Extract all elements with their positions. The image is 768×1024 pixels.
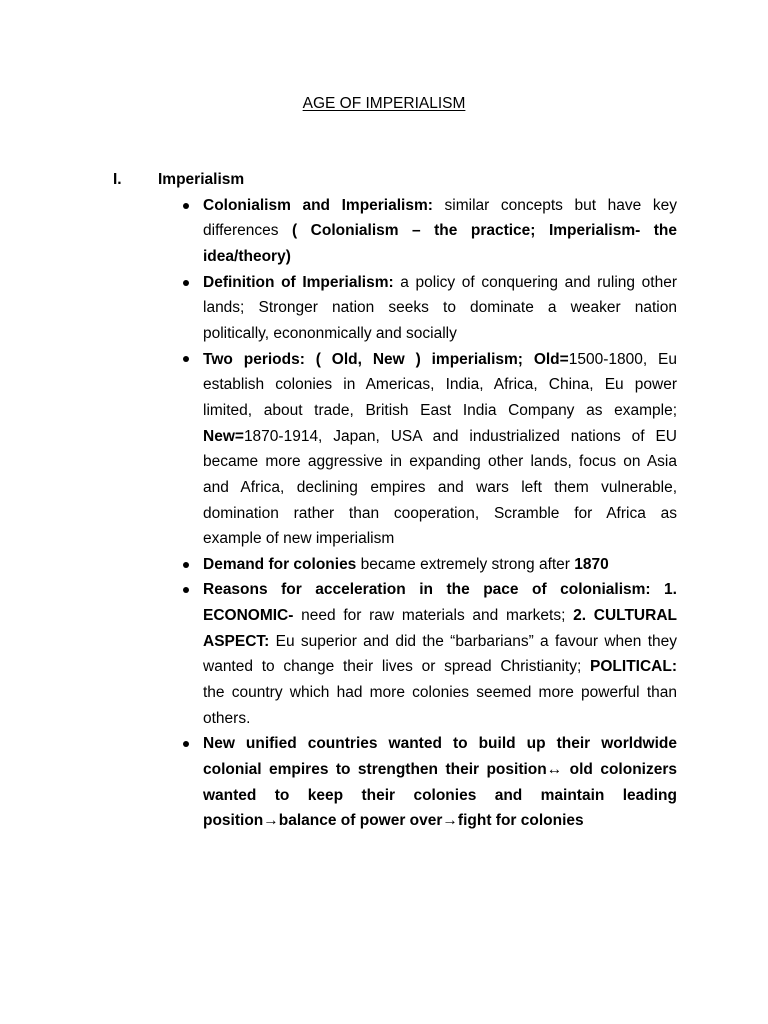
bullet-line bbox=[203, 783, 677, 809]
bullet-item bbox=[203, 270, 677, 347]
bullet-line bbox=[203, 680, 677, 706]
bullet-line bbox=[203, 449, 677, 475]
bullet-line bbox=[203, 372, 677, 398]
bullet-item bbox=[203, 193, 677, 270]
bullet-line bbox=[203, 526, 677, 552]
bullet-item bbox=[203, 731, 677, 834]
bullet-line bbox=[203, 577, 677, 603]
body-text: lands; Stronger nation seeks to dominate a weaker nation bbox=[203, 299, 677, 317]
bullet-line bbox=[203, 757, 677, 783]
bold-text: wanted to keep their colonies and maintain leading bbox=[203, 786, 677, 804]
body-text: a policy of conquering and ruling other bbox=[393, 273, 677, 291]
bold-text: Two periods: ( Old, New ) imperialism; Old= bbox=[203, 350, 569, 368]
bullet-icon bbox=[183, 741, 189, 747]
bullet-item bbox=[203, 347, 677, 552]
bold-text: New unified countries wanted to build up their worldwide bbox=[203, 735, 677, 753]
body-text: wanted to change their lives or spread Christianity; bbox=[203, 658, 591, 676]
section-title: Imperialism bbox=[158, 171, 245, 189]
bullet-line bbox=[203, 706, 677, 732]
bullet-line bbox=[203, 552, 677, 578]
section-number: I. bbox=[113, 171, 122, 189]
bold-text: colonial empires to strengthen their position↔ old colonizers bbox=[203, 760, 677, 778]
bold-text: Reasons for acceleration in the pace of colonialism: 1. bbox=[203, 581, 677, 599]
body-text: establish colonies in Americas, India, Africa, China, Eu power bbox=[203, 376, 677, 394]
bullet-icon bbox=[183, 356, 189, 362]
body-text: differences bbox=[203, 222, 293, 240]
body-text: Eu superior and did the “barbarians” a favour when they bbox=[269, 632, 677, 650]
body-text: 1870-1914, Japan, USA and industrialized nations of EU bbox=[243, 427, 677, 445]
bullet-line bbox=[203, 270, 677, 296]
section-imperialism bbox=[0, 167, 768, 834]
bullet-line bbox=[203, 398, 677, 424]
bold-text: 1870 bbox=[574, 555, 609, 573]
body-text: became more aggressive in expanding other lands, focus on Asia bbox=[203, 453, 677, 471]
body-text: domination rather than cooperation, Scramble for Africa as bbox=[203, 504, 677, 522]
bold-text: idea/theory) bbox=[203, 248, 291, 266]
bold-text: New= bbox=[203, 427, 244, 445]
bullet-line bbox=[203, 424, 677, 450]
body-text: example of new imperialism bbox=[203, 530, 395, 548]
bullet-line bbox=[203, 501, 677, 527]
body-text: others. bbox=[203, 709, 251, 727]
body-text: need for raw materials and markets; bbox=[293, 607, 574, 625]
bullet-line bbox=[203, 244, 677, 270]
bullet-line bbox=[203, 347, 677, 373]
bullet-line bbox=[203, 295, 677, 321]
bullet-icon bbox=[183, 203, 189, 209]
body-text: politically, econonmically and socially bbox=[203, 325, 457, 343]
bullet-line bbox=[203, 603, 677, 629]
bold-text: position→balance of power over→fight for colonies bbox=[203, 812, 584, 830]
bold-text: Demand for colonies bbox=[203, 555, 357, 573]
bold-text: ASPECT: bbox=[203, 632, 270, 650]
body-text: became extremely strong after bbox=[356, 555, 575, 573]
body-text: similar concepts but have key bbox=[432, 196, 678, 214]
bullet-icon bbox=[183, 587, 189, 593]
bullet-line bbox=[203, 218, 677, 244]
body-text: 1500-1800, Eu bbox=[568, 350, 677, 368]
bold-text: 2. CULTURAL bbox=[573, 607, 677, 625]
bold-text: Definition of Imperialism: bbox=[203, 273, 394, 291]
bullet-line bbox=[203, 629, 677, 655]
section-heading bbox=[0, 167, 768, 193]
bold-text: ( Colonialism – the practice; Imperialism- the bbox=[292, 222, 677, 240]
page-title: AGE OF IMPERIALISM bbox=[302, 95, 466, 112]
body-text: and Africa, declining empires and wars left them vulnerable, bbox=[203, 478, 677, 496]
bullet-icon bbox=[183, 280, 189, 286]
bold-text: ECONOMIC- bbox=[203, 607, 294, 625]
bold-text: Colonialism and Imperialism: bbox=[203, 196, 433, 214]
bullet-line bbox=[203, 475, 677, 501]
bullet-icon bbox=[183, 562, 189, 568]
bullet-line bbox=[203, 654, 677, 680]
bullet-line bbox=[203, 808, 677, 834]
bullet-line bbox=[203, 193, 677, 219]
body-text: limited, about trade, British East India Company as example; bbox=[203, 401, 677, 419]
body-text: the country which had more colonies seemed more powerful than bbox=[203, 684, 677, 701]
bullet-item bbox=[203, 552, 677, 578]
bullet-line bbox=[203, 321, 677, 347]
bullet-line bbox=[203, 731, 677, 757]
bullet-list bbox=[0, 193, 768, 834]
bold-text: POLITICAL: bbox=[590, 658, 677, 676]
bullet-item bbox=[203, 577, 677, 731]
